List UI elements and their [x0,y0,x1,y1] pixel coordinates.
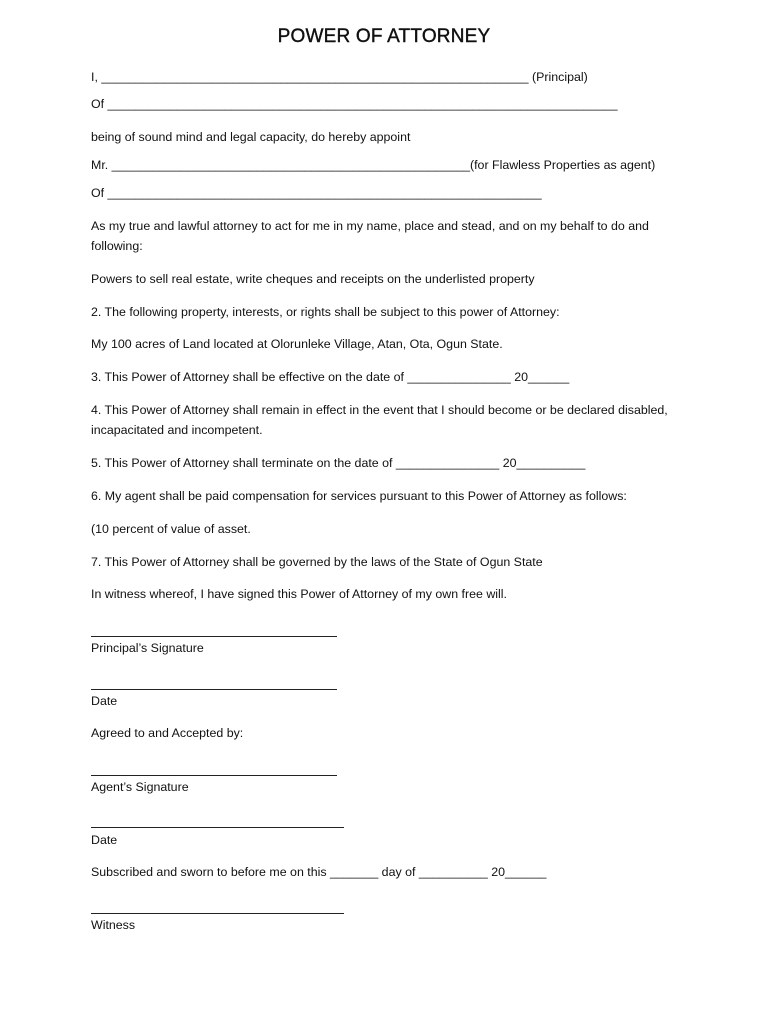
agent-address-line: Of _______________________________________________________________ [91,186,542,200]
clause-2: 2. The following property, interests, or rights shall be subject to this power of Attorney: [91,305,560,319]
clause-5: 5. This Power of Attorney shall terminate on the date of _______________ 20__________ [91,456,586,470]
principal-address-line: Of __________________________________________________________________________ [91,97,618,111]
agent-signature-rule [91,775,337,776]
appointment-clause: As my true and lawful attorney to act for me in my name, place and stead, and on my behalf to do and following: [91,219,649,253]
sworn-line: Subscribed and sworn to before me on this _______ day of __________ 20______ [91,865,547,879]
date-rule-2 [91,827,344,828]
clause-4: 4. This Power of Attorney shall remain in effect in the event that I should become or be declared disabled, incapacitated and incompetent. [91,403,668,437]
sound-mind-clause: being of sound mind and legal capacity, do hereby appoint [91,130,411,144]
agent-signature-label: Agent’s Signature [91,780,189,794]
witness-clause: In witness whereof, I have signed this Power of Attorney of my own free will. [91,587,507,601]
clause-6: 6. My agent shall be paid compensation for services pursuant to this Power of Attorney as follows: [91,489,627,503]
property-description: My 100 acres of Land located at Olorunleke Village, Atan, Ota, Ogun State. [91,337,503,351]
principal-signature-label: Principal’s Signature [91,641,204,655]
date-label-1: Date [91,694,118,708]
compensation-line: (10 percent of value of asset. [91,522,251,536]
principal-signature-rule [91,636,337,637]
date-label-2: Date [91,833,118,847]
date-rule-1 [91,689,337,690]
document-title: POWER OF ATTORNEY [277,26,491,47]
clause-7: 7. This Power of Attorney shall be governed by the laws of the State of Ogun State [91,555,543,569]
agreed-label: Agreed to and Accepted by: [91,726,244,740]
powers-clause: Powers to sell real estate, write cheques and receipts on the underlisted property [91,272,535,286]
agent-line: Mr. ____________________________________________________(for Flawless Properties as agent) [91,158,656,172]
witness-rule [91,913,344,914]
clause-3: 3. This Power of Attorney shall be effective on the date of _______________ 20______ [91,370,570,384]
witness-label: Witness [91,918,136,932]
principal-line: I, ______________________________________________________________ (Principal) [91,70,588,84]
